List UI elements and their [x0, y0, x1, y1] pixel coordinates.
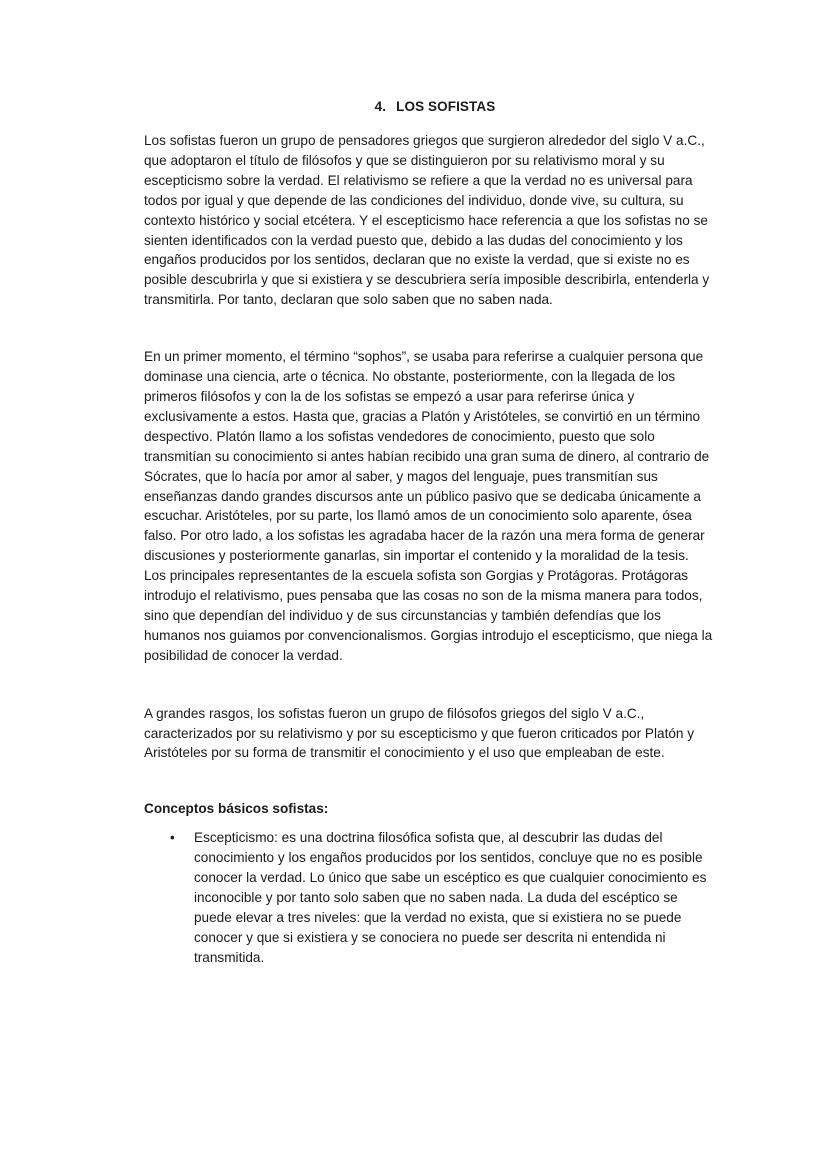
concepts-list	[144, 828, 714, 967]
paragraph-sophos: En un primer momento, el término “sophos”, se usaba para referirse a cualquier persona que dominase una ciencia, arte o técnica. No obstante, posteriormente, con la llegada de los primeros filósofos y con la de los sofistas se empezó a usar para referirse única y exclusivamente a estos. Hasta que, gracias a Platón y Aristóteles, se convirtió en un término despectivo. Platón llamo a los sofistas vendedores de conocimiento, puesto que solo transmitían su conocimiento si antes habían recibido una gran suma de dinero, al contrario de Sócrates, que lo hacía por amor al saber, y magos del lenguaje, pues transmitían sus enseñanzas dando grandes discursos ante un público pasivo que se dedicaba únicamente a escuchar. Aristóteles, por su parte, los llamó amos de un conocimiento solo aparente, ósea falso. Por otro lado, a los sofistas les agradaba hacer de la razón una mera forma de generar discusiones y posteriormente ganarlas, sin importar el contenido y la moralidad de la tesis. Los principales representantes de la escuela sofista son Gorgias y Protágoras. Protágoras introdujo el relativismo, pues pensaba que las cosas no son de la misma manera para todos, sino que dependían del individuo y de sus circunstancias y también defendías que los humanos nos guiamos por convencionalismos. Gorgias introdujo el escepticismo, que niega la posibilidad de conocer la verdad.	[144, 349, 713, 663]
section-number: 4.	[374, 99, 387, 114]
concept-escepticismo: Escepticismo: es una doctrina filosófica sofista que, al descubrir las dudas del conocimiento y los engaños producidos por los sentidos, concluye que no es posible conocer la verdad. Lo único que sabe un escéptico es que cualquier conocimiento es inconocible y por tanto solo saben que no saben nada. La duda del escéptico se puede elevar a tres niveles: que la verdad no exista, que si existiera no se puede conocer y que si existiera y se conociera no puede ser descrita ni entendida ni transmitida.	[194, 830, 707, 965]
document-content	[144, 99, 714, 968]
section-title	[156, 99, 714, 114]
list-item	[144, 828, 714, 967]
bullet-icon: •	[170, 830, 175, 846]
section-title-text: LOS SOFISTAS	[396, 99, 496, 114]
concepts-heading: Conceptos básicos sofistas:	[144, 801, 329, 817]
paragraph-summary: A grandes rasgos, los sofistas fueron un grupo de filósofos griegos del siglo V a.C., caracterizados por su relativismo y por su escepticismo y que fueron criticados por Platón y Aristóteles por su forma de transmitir el conocimiento y el uso que empleaban de este.	[144, 705, 695, 761]
paragraph-intro: Los sofistas fueron un grupo de pensadores griegos que surgieron alrededor del siglo V a.C., que adoptaron el título de filósofos y que se distinguieron por su relativismo moral y su escepticismo sobre la verdad. El relativismo se refiere a que la verdad no es universal para todos por igual y que depende de las condiciones del individuo, donde vive, su cultura, su contexto histórico y social etcétera. Y el escepticismo hace referencia a que los sofistas no se sienten identificados con la verdad puesto que, debido a las dudas del conocimiento y los engaños producidos por los sentidos, declaran que no existe la verdad, que si existe no es posible descubrirla y que si existiera y se descubriera sería imposible describirla, entenderla y transmitirla. Por tanto, declaran que solo saben que no saben nada.	[144, 133, 710, 308]
